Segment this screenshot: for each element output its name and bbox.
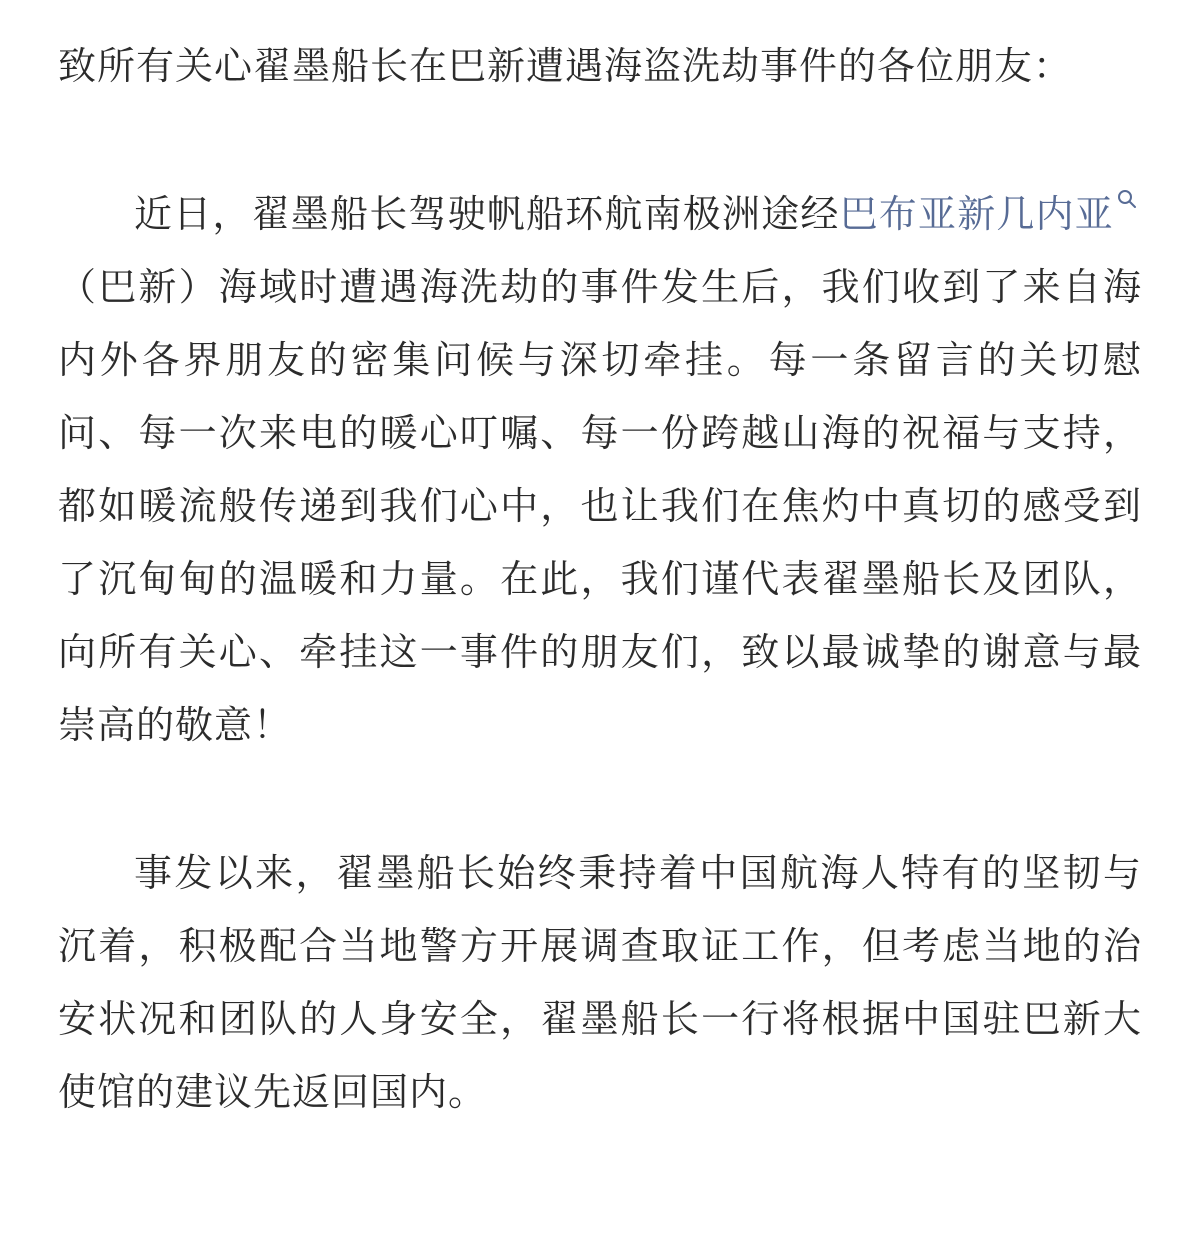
paragraph-1: [58, 178, 1142, 762]
search-icon[interactable]: [1116, 188, 1138, 210]
article-body: [58, 30, 1142, 1129]
paragraph-2: 事发以来，翟墨船长始终秉持着中国航海人特有的坚韧与沉着，积极配合当地警方开展调查取证工作，但考虑当地的治安状况和团队的人身安全，翟墨船长一行将根据中国驻巴新大使馆的建议先返回国内。: [58, 851, 1142, 1114]
paragraph-1-rest: （巴新）海域时遭遇海洗劫的事件发生后，我们收到了来自海内外各界朋友的密集问候与深切牵挂。每一条留言的关切慰问、每一次来电的暖心叮嘱、每一份跨越山海的祝福与支持，都如暖流般传递到我们心中，也让我们在焦灼中真切的感受到了沉甸甸的温暖和力量。在此，我们谨代表翟墨船长及团队，向所有关心、牵挂这一事件的朋友们，致以最诚挚的谢意与最崇高的敬意！: [58, 265, 1142, 747]
salutation: 致所有关心翟墨船长在巴新遭遇海盗洗劫事件的各位朋友：: [58, 44, 1073, 88]
keyword-link[interactable]: 巴布亚新几内亚: [839, 192, 1114, 236]
paragraph-gap: [58, 103, 1142, 178]
paragraph-gap: [58, 762, 1142, 837]
paragraph-1-lead: 近日，翟墨船长驾驶帆船环航南极洲途经: [134, 192, 840, 236]
